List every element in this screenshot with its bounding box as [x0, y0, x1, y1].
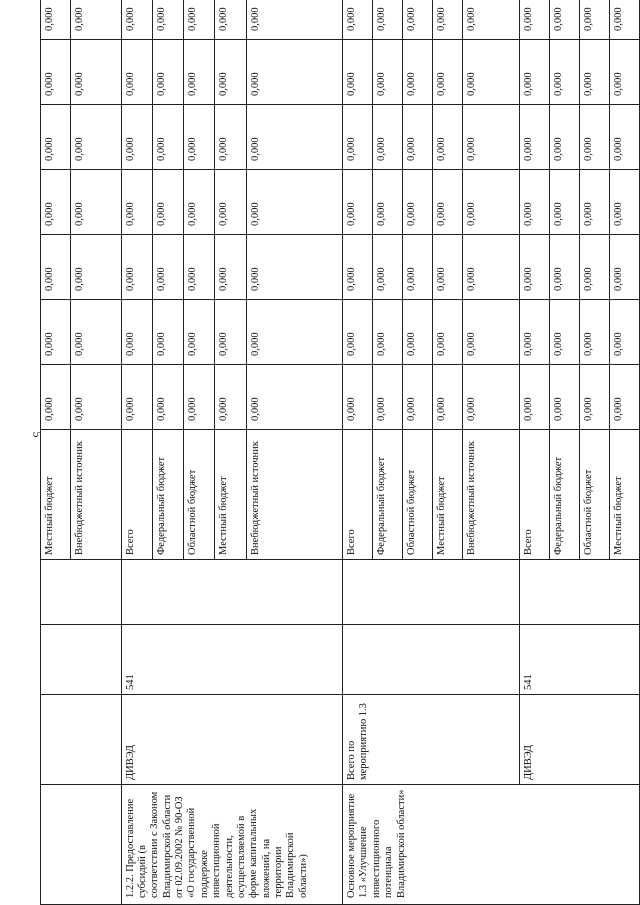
text-cell — [343, 625, 520, 695]
value-cell: 0,000 — [609, 105, 639, 170]
text-cell — [41, 560, 122, 625]
funding-source-cell: Всего — [121, 430, 152, 560]
value-cell: 0,000 — [432, 170, 462, 235]
value-cell: 0,000 — [432, 40, 462, 105]
value-cell: 0,000 — [70, 235, 121, 300]
value-cell: 0,000 — [41, 105, 71, 170]
value-cell: 0,000 — [432, 0, 462, 40]
funding-source-cell: Местный бюджет — [432, 430, 462, 560]
value-cell: 0,000 — [70, 0, 121, 40]
value-cell: 0,000 — [41, 170, 71, 235]
value-cell: 0,000 — [121, 0, 152, 40]
value-cell: 0,000 — [520, 105, 550, 170]
value-cell: 0,000 — [402, 365, 432, 430]
value-cell: 0,000 — [184, 365, 215, 430]
value-cell: 0,000 — [462, 0, 520, 40]
value-cell: 0,000 — [215, 40, 246, 105]
value-cell: 0,000 — [184, 0, 215, 40]
value-cell: 0,000 — [609, 235, 639, 300]
value-cell: 0,000 — [121, 170, 152, 235]
value-cell: 0,000 — [520, 300, 550, 365]
value-cell: 0,000 — [373, 300, 403, 365]
value-cell: 0,000 — [432, 105, 462, 170]
value-cell: 0,000 — [520, 365, 550, 430]
value-cell: 0,000 — [121, 300, 152, 365]
funding-source-cell: Внебюджетный источник — [462, 430, 520, 560]
value-cell: 0,000 — [152, 235, 183, 300]
value-cell: 0,000 — [41, 300, 71, 365]
value-cell: 0,000 — [402, 170, 432, 235]
value-cell: 0,000 — [462, 365, 520, 430]
value-cell: 0,000 — [41, 0, 71, 40]
text-cell: Основное мероприятие 1.3 «Улучшение инвестиционного потенциала Владимирской области» — [343, 785, 640, 905]
value-cell: 0,000 — [373, 0, 403, 40]
value-cell: 0,000 — [41, 40, 71, 105]
value-cell: 0,000 — [373, 170, 403, 235]
value-cell: 0,000 — [373, 235, 403, 300]
funding-source-cell: Федеральный бюджет — [373, 430, 403, 560]
value-cell: 0,000 — [121, 235, 152, 300]
value-cell: 0,000 — [373, 105, 403, 170]
funding-source-cell: Внебюджетный источник — [246, 430, 342, 560]
value-cell: 0,000 — [343, 365, 373, 430]
value-cell: 0,000 — [462, 300, 520, 365]
funding-source-cell: Всего — [520, 430, 550, 560]
value-cell: 0,000 — [121, 40, 152, 105]
value-cell: 0,000 — [343, 300, 373, 365]
table-row — [121, 0, 152, 905]
text-cell: ДИВЭД — [121, 695, 343, 785]
value-cell: 0,000 — [462, 170, 520, 235]
value-cell: 0,000 — [70, 300, 121, 365]
value-cell: 0,000 — [343, 0, 373, 40]
value-cell: 0,000 — [609, 0, 639, 40]
value-cell: 0,000 — [343, 170, 373, 235]
value-cell: 0,000 — [462, 235, 520, 300]
budget-table — [40, 0, 640, 905]
value-cell: 0,000 — [402, 105, 432, 170]
table-wrapper — [40, 7, 640, 905]
funding-source-cell: Областной бюджет — [402, 430, 432, 560]
value-cell: 0,000 — [402, 0, 432, 40]
value-cell: 0,000 — [580, 365, 610, 430]
value-cell: 0,000 — [609, 300, 639, 365]
value-cell: 0,000 — [580, 300, 610, 365]
text-cell: 1.2.2. Предоставление субсидий (в соответствии с Законом Владимирской области от 02.09.2002 № 90-ОЗ «О государственной поддержке инвестиционной деятельности, осуществляемой в форме капитальных вложений, на территории Владимирской области») — [121, 785, 343, 905]
value-cell: 0,000 — [184, 300, 215, 365]
value-cell: 0,000 — [343, 235, 373, 300]
value-cell: 0,000 — [215, 0, 246, 40]
value-cell: 0,000 — [215, 170, 246, 235]
value-cell: 0,000 — [580, 235, 610, 300]
value-cell: 0,000 — [520, 235, 550, 300]
value-cell: 0,000 — [246, 40, 342, 105]
value-cell: 0,000 — [432, 235, 462, 300]
funding-source-cell: Федеральный бюджет — [550, 430, 580, 560]
value-cell: 0,000 — [152, 105, 183, 170]
value-cell: 0,000 — [184, 235, 215, 300]
value-cell: 0,000 — [402, 235, 432, 300]
page-number: 5 — [30, 431, 45, 438]
funding-source-cell: Областной бюджет — [580, 430, 610, 560]
value-cell: 0,000 — [550, 170, 580, 235]
value-cell: 0,000 — [246, 300, 342, 365]
text-cell: Всего по мероприятию 1.3 — [343, 695, 520, 785]
value-cell: 0,000 — [402, 300, 432, 365]
funding-source-cell: Местный бюджет — [609, 430, 639, 560]
value-cell: 0,000 — [609, 365, 639, 430]
value-cell: 0,000 — [550, 40, 580, 105]
value-cell: 0,000 — [373, 40, 403, 105]
value-cell: 0,000 — [550, 105, 580, 170]
funding-source-cell: Областной бюджет — [184, 430, 215, 560]
value-cell: 0,000 — [152, 365, 183, 430]
funding-source-cell: Местный бюджет — [215, 430, 246, 560]
value-cell: 0,000 — [70, 105, 121, 170]
value-cell: 0,000 — [580, 105, 610, 170]
value-cell: 0,000 — [246, 0, 342, 40]
value-cell: 0,000 — [580, 170, 610, 235]
text-cell: ДИВЭД — [520, 695, 640, 785]
text-cell — [121, 560, 343, 625]
value-cell: 0,000 — [184, 170, 215, 235]
value-cell: 0,000 — [121, 365, 152, 430]
text-cell — [41, 695, 122, 785]
text-cell — [41, 625, 122, 695]
value-cell: 0,000 — [152, 40, 183, 105]
value-cell: 0,000 — [520, 170, 550, 235]
text-cell — [41, 785, 122, 905]
value-cell: 0,000 — [41, 365, 71, 430]
funding-source-cell: Местный бюджет — [41, 430, 71, 560]
value-cell: 0,000 — [550, 235, 580, 300]
value-cell: 0,000 — [343, 105, 373, 170]
value-cell: 0,000 — [215, 300, 246, 365]
value-cell: 0,000 — [609, 170, 639, 235]
value-cell: 0,000 — [432, 300, 462, 365]
value-cell: 0,000 — [41, 235, 71, 300]
value-cell: 0,000 — [215, 365, 246, 430]
value-cell: 0,000 — [246, 170, 342, 235]
value-cell: 0,000 — [70, 40, 121, 105]
text-cell: 541 — [520, 625, 640, 695]
value-cell: 0,000 — [343, 40, 373, 105]
value-cell: 0,000 — [184, 40, 215, 105]
value-cell: 0,000 — [152, 170, 183, 235]
funding-source-cell: Внебюджетный источник — [70, 430, 121, 560]
table-row — [520, 0, 550, 905]
value-cell: 0,000 — [580, 0, 610, 40]
value-cell: 0,000 — [184, 105, 215, 170]
value-cell: 0,000 — [520, 40, 550, 105]
funding-source-cell: Федеральный бюджет — [152, 430, 183, 560]
value-cell: 0,000 — [402, 40, 432, 105]
value-cell: 0,000 — [432, 365, 462, 430]
value-cell: 0,000 — [373, 365, 403, 430]
value-cell: 0,000 — [246, 105, 342, 170]
value-cell: 0,000 — [462, 105, 520, 170]
value-cell: 0,000 — [70, 170, 121, 235]
value-cell: 0,000 — [215, 235, 246, 300]
value-cell: 0,000 — [246, 365, 342, 430]
value-cell: 0,000 — [152, 0, 183, 40]
table-row — [343, 0, 373, 905]
value-cell: 0,000 — [215, 105, 246, 170]
value-cell: 0,000 — [520, 0, 550, 40]
value-cell: 0,000 — [152, 300, 183, 365]
value-cell: 0,000 — [462, 40, 520, 105]
value-cell: 0,000 — [121, 105, 152, 170]
value-cell: 0,000 — [550, 365, 580, 430]
value-cell: 0,000 — [580, 40, 610, 105]
table-row — [41, 0, 71, 905]
value-cell: 0,000 — [70, 365, 121, 430]
value-cell: 0,000 — [246, 235, 342, 300]
text-cell: 541 — [121, 625, 343, 695]
value-cell: 0,000 — [550, 300, 580, 365]
value-cell: 0,000 — [609, 40, 639, 105]
text-cell — [343, 560, 520, 625]
value-cell: 0,000 — [550, 0, 580, 40]
text-cell — [520, 560, 640, 625]
funding-source-cell: Всего — [343, 430, 373, 560]
